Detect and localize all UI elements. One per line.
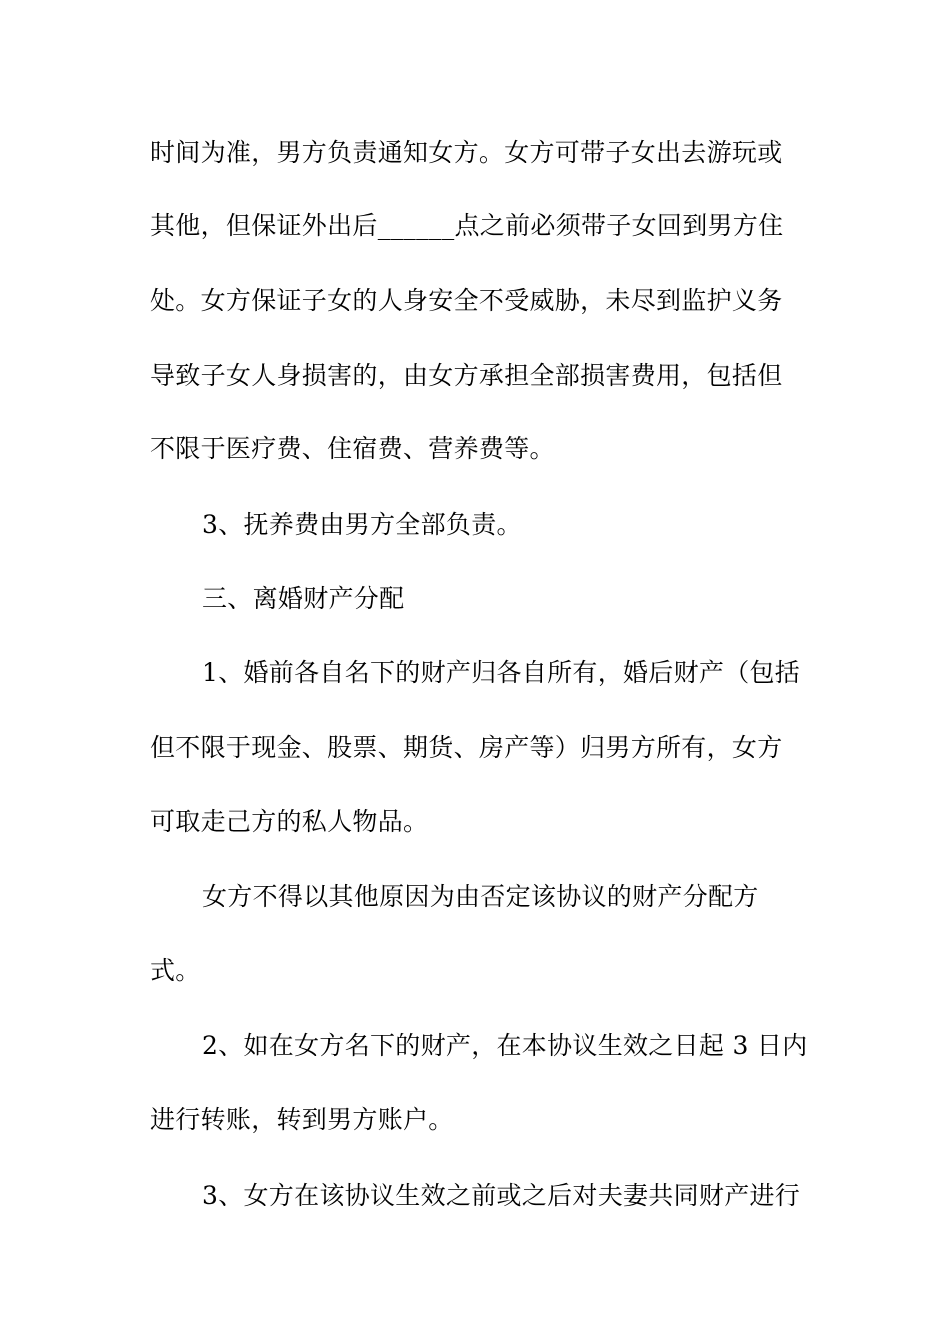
paragraph-line: 时间为准，男方负责通知女方。女方可带子女出去游玩或 bbox=[150, 138, 783, 167]
paragraph-line: 处。女方保证子女的人身安全不受威胁，未尽到监护义务 bbox=[150, 286, 783, 315]
paragraph-line: 进行转账，转到男方账户。 bbox=[150, 1105, 454, 1134]
clause-item: 3、女方在该协议生效之前或之后对夫妻共同财产进行 bbox=[202, 1181, 801, 1210]
clause-item: 2、如在女方名下的财产，在本协议生效之日起 3 日内 bbox=[202, 1031, 808, 1060]
paragraph-line: 可取走己方的私人物品。 bbox=[150, 807, 429, 836]
clause-item: 1、婚前各自名下的财产归各自所有，婚后财产（包括 bbox=[202, 658, 801, 687]
paragraph-line: 女方不得以其他原因为由否定该协议的财产分配方 bbox=[202, 882, 759, 911]
paragraph-line: 其他，但保证外出后______点之前必须带子女回到男方住 bbox=[150, 211, 784, 240]
paragraph-line: 但不限于现金、股票、期货、房产等）归男方所有，女方 bbox=[150, 733, 783, 762]
paragraph-line: 式。 bbox=[150, 956, 201, 985]
paragraph-line: 不限于医疗费、住宿费、营养费等。 bbox=[150, 434, 555, 463]
section-heading: 三、离婚财产分配 bbox=[202, 584, 405, 613]
paragraph-line: 导致子女人身损害的，由女方承担全部损害费用，包括但 bbox=[150, 361, 783, 390]
clause-item: 3、抚养费由男方全部负责。 bbox=[202, 510, 522, 539]
